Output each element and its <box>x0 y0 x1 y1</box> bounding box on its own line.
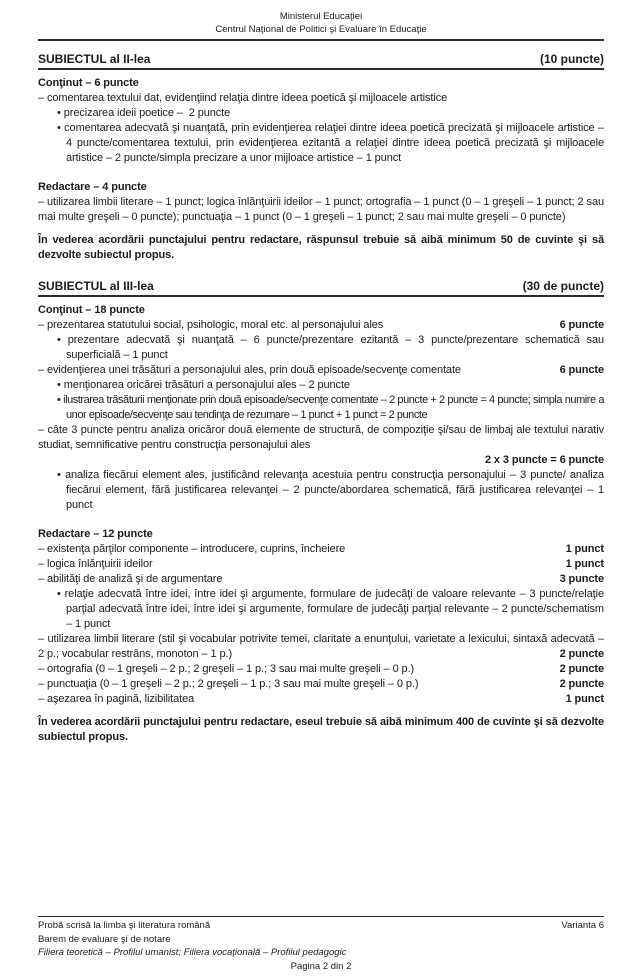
bullet-icon: • <box>57 122 61 134</box>
subject2-content-heading: Conţinut – 6 puncte <box>38 77 139 89</box>
page-footer <box>38 916 604 973</box>
rubric-item <box>38 542 604 557</box>
rubric-bullet-text: prezentare adecvată şi nuanţată – 6 puncte/prezentare ezitantă – 3 puncte/prezentare schematică sau superficială – 1 punct <box>66 334 604 361</box>
subject3-note: În vederea acordării punctajului pentru redactare, eseul trebuie să aibă minimum 400 de cuvinte şi să dezvolte subiectul propus. <box>38 716 604 743</box>
subject2-note: În vederea acordării punctajului pentru redactare, răspunsul trebuie să aibă minimum 50 de cuvinte şi să dezvolte subiectul propus. <box>38 234 604 261</box>
bullet-icon: • <box>57 379 61 391</box>
rubric-item: – câte 3 puncte pentru analiza oricăror două elemente de structură, de compoziţie şi/sau de limbaj ale textului narativ studiat, semnificative pentru construcţia personajului ales <box>38 424 604 451</box>
points-value: 1 punct <box>565 543 604 555</box>
points-value: 1 punct <box>565 693 604 705</box>
points-formula: 2 x 3 puncte = 6 puncte <box>484 454 604 466</box>
footer-filiera: Filiera teoretică – Profilul umanist; Filiera vocaţională – Profilul pedagogic <box>38 947 347 958</box>
page-header <box>38 10 604 36</box>
rubric-bullet-item <box>38 468 604 513</box>
rubric-item <box>38 677 604 692</box>
rubric-bullet-text: ilustrarea trăsăturii menţionate prin două episoade/secvenţe comentate – 2 puncte + 2 puncte = 4 puncte; simpla numire a unor episoade/secvenţe sau tendinţa de rezumare – 1 punct + 1 punct = 2 puncte <box>63 394 604 421</box>
subject3-redactare-heading: Redactare – 12 puncte <box>38 528 153 540</box>
subject2-title-row <box>38 52 604 70</box>
rubric-bullet-item <box>38 333 604 363</box>
header-ministry: Ministerul Educaţiei <box>279 11 363 22</box>
header-divider <box>38 39 604 41</box>
rubric-item-text: – evidenţierea unei trăsături a personajului ales, prin două episoade/secvenţe comentate <box>38 364 461 376</box>
rubric-item <box>38 692 604 707</box>
rubric-item: – comentarea textului dat, evidenţiind relaţia dintre ideea poetică şi mijloacele artistice <box>38 92 448 104</box>
rubric-bullet-text: analiza fiecărui element ales, justificând relevanţa acestuia pentru construcţia personajului – 3 puncte/ analiza fiecărui element, fără justificarea relevanţei – 2 puncte/abordarea schematică, fără justificarea relevanţei – 1 punct <box>64 469 604 511</box>
bullet-icon: • <box>57 107 61 119</box>
rubric-item-text: – prezentarea statutului social, psihologic, moral etc. al personajului ales <box>38 319 384 331</box>
subject2-redactare-heading: Redactare – 4 puncte <box>38 181 147 193</box>
footer-exam-name: Probă scrisă la limba şi literatura română <box>38 920 211 931</box>
rubric-item <box>38 572 604 587</box>
footer-divider <box>38 916 604 917</box>
points-value: 2 puncte <box>559 648 604 660</box>
footer-page-number: Pagina 2 din 2 <box>290 960 352 972</box>
footer-barem-label: Barem de evaluare şi de notare <box>38 933 171 945</box>
points-value: 6 puncte <box>559 364 604 376</box>
rubric-item <box>38 632 604 662</box>
rubric-item-text: – abilităţi de analiză şi de argumentare <box>38 573 223 585</box>
rubric-item <box>38 557 604 572</box>
bullet-icon: • <box>57 334 61 346</box>
bullet-icon: • <box>57 469 61 481</box>
rubric-item-text: – utilizarea limbii literare (stil şi vocabular potrivite temei, claritate a enunţului, varietate a lexicului, sintaxă adecvată – 2 p.; vocabular restrâns, monoton – 1 p.) <box>38 633 604 660</box>
points-value: 2 puncte <box>559 678 604 690</box>
rubric-item <box>38 318 604 333</box>
subject3-title-row <box>38 279 604 297</box>
subject3-total-points: (30 de puncte) <box>522 279 604 293</box>
rubric-item: – utilizarea limbii literare – 1 punct; logica înlănţuirii ideilor – 1 punct; ortografia – 1 punct (0 – 1 greşeli – 1 punct; 2 sau mai multe greşeli – 0 puncte); punctuaţia – 1 punct (0 – 1 greşeli – 1 punct; 2 sau mai multe greşeli – 0 puncte) <box>38 196 604 223</box>
rubric-bullet-item <box>38 378 604 393</box>
subject2-title: SUBIECTUL al II-lea <box>38 52 151 66</box>
points-value: 1 punct <box>565 558 604 570</box>
rubric-item-text: – aşezarea în pagină, lizibilitatea <box>38 693 195 705</box>
rubric-bullet-item <box>38 587 604 632</box>
points-value: 3 puncte <box>559 573 604 585</box>
subject3-title: SUBIECTUL al III-lea <box>38 279 154 293</box>
rubric-bullet-text: comentarea adecvată şi nuanţată, prin evidenţierea relaţiei dintre ideea poetică precizată şi mijloacele artistice – 4 puncte/comentarea textului, prin evidenţierea ezitantă a relaţiei dintre ideea poetică precizată şi mijloacele artistice – 2 puncte/simpla precizare a unor mijloace artistice – 1 punct <box>64 122 604 164</box>
rubric-bullet-item <box>38 106 604 121</box>
points-value: 2 puncte <box>559 663 604 675</box>
rubric-bullet-item <box>38 393 604 423</box>
points-value: 6 puncte <box>559 319 604 331</box>
subject3-content-heading: Conţinut – 18 puncte <box>38 304 145 316</box>
bullet-icon: • <box>57 394 61 406</box>
rubric-bullet-text: precizarea ideii poetice – 2 puncte <box>63 107 231 119</box>
header-center-name: Centrul Naţional de Politici şi Evaluare în Educaţie <box>215 24 427 35</box>
footer-variant: Varianta 6 <box>561 920 604 931</box>
rubric-item <box>38 363 604 378</box>
rubric-item <box>38 662 604 677</box>
rubric-bullet-text: menţionarea oricărei trăsături a personajului ales – 2 puncte <box>63 379 350 391</box>
footer-row <box>38 919 604 933</box>
bullet-icon: • <box>57 588 61 600</box>
rubric-item-text: – ortografia (0 – 1 greşeli – 2 p.; 2 greşeli – 1 p.; 3 sau mai multe greşeli – 0 p.) <box>38 663 415 675</box>
rubric-bullet-text: relaţie adecvată între idei, între idei şi argumente, formulare de judecăţi de valoare relevante – 3 puncte/relaţie parţial adecvată între idei, între idei şi argumente, formulare de judecăţi parţial relevante – 2 puncte/schematism – 1 punct <box>64 588 604 630</box>
rubric-item-text: – logica înlănţuirii ideilor <box>38 558 153 570</box>
rubric-item-text: – existenţa părţilor componente – introducere, cuprins, încheiere <box>38 543 346 555</box>
rubric-item-text: – punctuaţia (0 – 1 greşeli – 2 p.; 2 greşeli – 1 p.; 3 sau mai multe greşeli – 0 p.) <box>38 678 419 690</box>
subject2-total-points: (10 puncte) <box>539 52 604 66</box>
rubric-bullet-item <box>38 121 604 166</box>
